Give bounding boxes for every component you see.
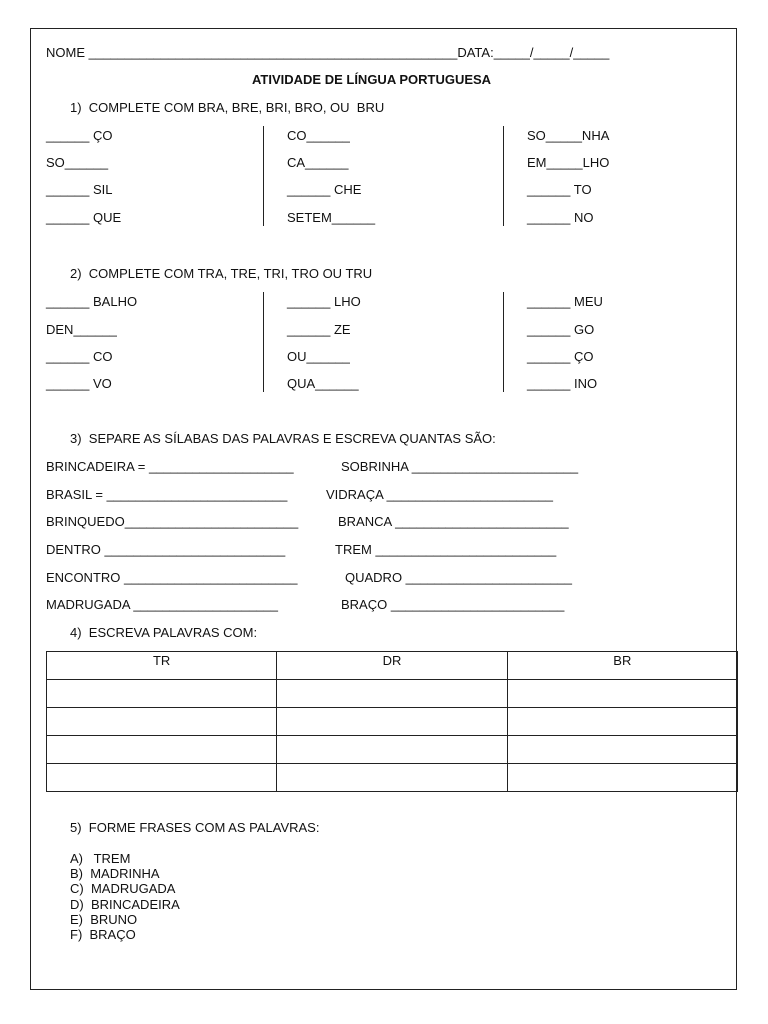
q2-c2-r2: ______ ZE (287, 322, 351, 337)
page-border (30, 28, 737, 990)
q3-right-4: TREM _________________________ (335, 542, 557, 557)
table-row (47, 708, 738, 736)
q3-heading: 3) SEPARE AS SÍLABAS DAS PALAVRAS E ESCREVA QUANTAS SÃO: (70, 431, 496, 446)
q3-left-6: MADRUGADA ____________________ (46, 597, 279, 612)
q2-c1-r3: ______ CO (46, 349, 113, 364)
name-date-line: NOME ___________________________________________________DATA:_____/_____/_____ (46, 45, 610, 60)
page-title: ATIVIDADE DE LÍNGUA PORTUGUESA (252, 72, 492, 87)
q5-item-b: B) MADRINHA (70, 866, 160, 881)
table-cell[interactable] (277, 736, 507, 764)
q2-heading: 2) COMPLETE COM TRA, TRE, TRI, TRO OU TRU (70, 266, 373, 281)
q1-c3-r1: SO_____NHA (527, 128, 610, 143)
q1-c2-r1: CO______ (287, 128, 350, 143)
table-cell[interactable] (277, 680, 507, 708)
q2-c3-r4: ______ INO (527, 376, 598, 391)
q3-right-1: SOBRINHA _______________________ (341, 459, 579, 474)
table-cell[interactable] (507, 680, 737, 708)
q1-c3-r2: EM_____LHO (527, 155, 610, 170)
q2-divider-1 (263, 292, 264, 392)
table-row (47, 736, 738, 764)
q5-heading: 5) FORME FRASES COM AS PALAVRAS: (70, 820, 320, 835)
q3-right-3: BRANCA ________________________ (338, 514, 569, 529)
column-header-dr: DR (277, 652, 507, 680)
q1-heading: 1) COMPLETE COM BRA, BRE, BRI, BRO, OU BRU (70, 100, 385, 115)
table-row (47, 680, 738, 708)
q3-left-3: BRINQUEDO________________________ (46, 514, 299, 529)
q2-c1-r2: DEN______ (46, 322, 117, 337)
q2-c3-r1: ______ MEU (527, 294, 603, 309)
q1-divider-1 (263, 126, 264, 226)
q1-c3-r4: ______ NO (527, 210, 594, 225)
q2-c1-r4: ______ VO (46, 376, 112, 391)
q2-divider-2 (503, 292, 504, 392)
table-cell[interactable] (507, 708, 737, 736)
q3-left-4: DENTRO _________________________ (46, 542, 286, 557)
q1-c3-r3: ______ TO (527, 182, 592, 197)
table-cell[interactable] (277, 764, 507, 792)
q2-c3-r2: ______ GO (527, 322, 595, 337)
q2-c2-r3: OU______ (287, 349, 350, 364)
table-cell[interactable] (277, 708, 507, 736)
q5-item-d: D) BRINCADEIRA (70, 897, 180, 912)
q1-c1-r4: ______ QUE (46, 210, 122, 225)
q1-c2-r2: CA______ (287, 155, 349, 170)
q3-left-5: ENCONTRO ________________________ (46, 570, 298, 585)
q2-c3-r3: ______ ÇO (527, 349, 594, 364)
table-header-row (47, 652, 738, 680)
q2-c1-r1: ______ BALHO (46, 294, 138, 309)
q1-c1-r3: ______ SIL (46, 182, 113, 197)
q1-c2-r4: SETEM______ (287, 210, 376, 225)
column-header-tr: TR (47, 652, 277, 680)
table-cell[interactable] (47, 680, 277, 708)
q1-c2-r3: ______ CHE (287, 182, 362, 197)
q5-item-a: A) TREM (70, 851, 131, 866)
q4-heading: 4) ESCREVA PALAVRAS COM: (70, 625, 258, 640)
q5-item-c: C) MADRUGADA (70, 881, 176, 896)
q3-right-6: BRAÇO ________________________ (341, 597, 565, 612)
words-table (46, 651, 738, 792)
table-cell[interactable] (507, 764, 737, 792)
table-cell[interactable] (47, 708, 277, 736)
column-header-br: BR (507, 652, 737, 680)
q1-divider-2 (503, 126, 504, 226)
table-cell[interactable] (47, 736, 277, 764)
q5-item-f: F) BRAÇO (70, 927, 136, 942)
table-cell[interactable] (507, 736, 737, 764)
q2-c2-r4: QUA______ (287, 376, 359, 391)
q3-right-5: QUADRO _______________________ (345, 570, 572, 585)
q1-c1-r2: SO______ (46, 155, 109, 170)
table-cell[interactable] (47, 764, 277, 792)
q2-c2-r1: ______ LHO (287, 294, 361, 309)
q3-left-2: BRASIL = _________________________ (46, 487, 288, 502)
table-row (47, 764, 738, 792)
q3-right-2: VIDRAÇA _______________________ (326, 487, 553, 502)
q1-c1-r1: ______ ÇO (46, 128, 113, 143)
q3-left-1: BRINCADEIRA = ____________________ (46, 459, 294, 474)
q5-item-e: E) BRUNO (70, 912, 138, 927)
